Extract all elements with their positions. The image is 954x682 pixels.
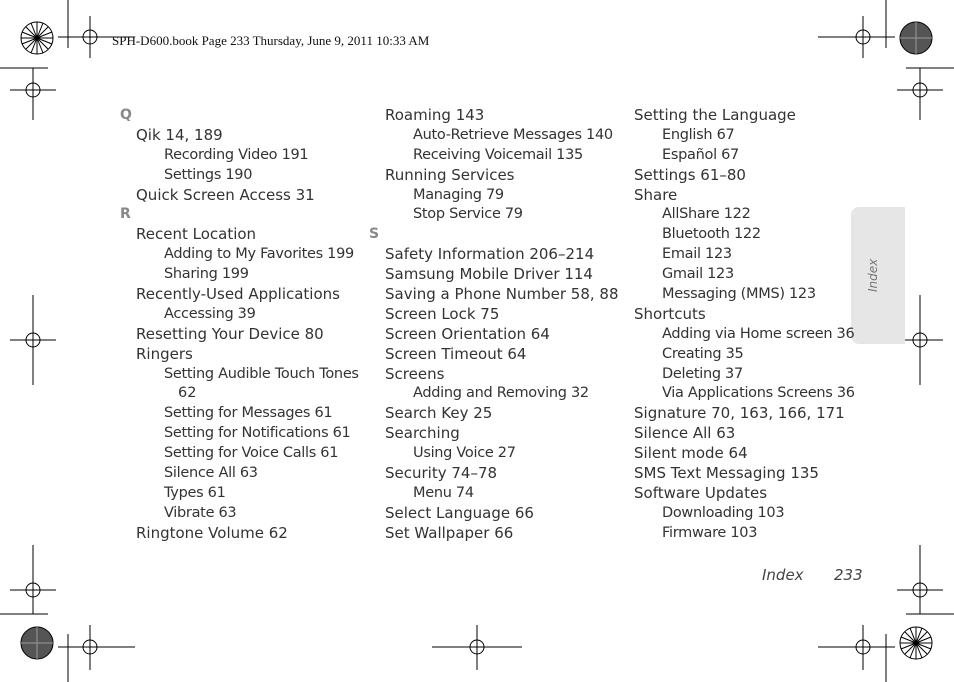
index-letter-heading: R bbox=[120, 206, 131, 223]
index-subentry: Receiving Voicemail 135 bbox=[413, 146, 583, 163]
star-target-bottom-right bbox=[900, 627, 932, 659]
index-subentry: Adding to My Favorites 199 bbox=[164, 246, 354, 263]
index-letter-heading: Q bbox=[120, 107, 132, 123]
footer-section-label: Index bbox=[762, 566, 804, 584]
index-subentry: Auto-Retrieve Messages 140 bbox=[413, 126, 613, 143]
index-entry: Search Key 25 bbox=[385, 404, 493, 423]
index-entry: Shortcuts bbox=[634, 304, 706, 323]
index-subentry: AllShare 122 bbox=[662, 206, 751, 223]
index-entry: Ringers bbox=[136, 344, 193, 363]
index-entry: Set Wallpaper 66 bbox=[385, 523, 514, 542]
index-subentry: Managing 79 bbox=[413, 186, 504, 203]
index-subentry: Using Voice 27 bbox=[413, 445, 516, 462]
index-entry: Silence All 63 bbox=[634, 424, 736, 443]
index-entry: Setting the Language bbox=[634, 106, 796, 124]
index-subentry: 62 bbox=[178, 385, 197, 402]
index-subentry: Deleting 37 bbox=[662, 365, 743, 382]
index-subentry: Types 61 bbox=[164, 484, 226, 501]
index-subentry: Menu 74 bbox=[413, 484, 474, 501]
index-subentry: English 67 bbox=[662, 126, 735, 143]
index-entry: Recently-Used Applications bbox=[136, 285, 340, 304]
index-entry: Security 74–78 bbox=[385, 464, 498, 483]
index-subentry: Firmware 103 bbox=[662, 524, 758, 541]
index-entry: Qik 14, 189 bbox=[136, 125, 223, 144]
index-entry: Roaming 143 bbox=[385, 106, 485, 124]
index-column-2 bbox=[369, 106, 618, 544]
page-number: 233 bbox=[834, 566, 863, 584]
index-column-1 bbox=[120, 106, 359, 544]
index-entry: Select Language 66 bbox=[385, 503, 534, 522]
index-side-tab-label: Index bbox=[866, 258, 880, 292]
index-entry: Safety Information 206–214 bbox=[385, 245, 595, 264]
index-entry: SMS Text Messaging 135 bbox=[634, 464, 819, 483]
index-subentry: Downloading 103 bbox=[662, 504, 785, 521]
index-subentry: Recording Video 191 bbox=[164, 146, 309, 163]
index-entry: Running Services bbox=[385, 165, 515, 184]
index-subentry: Vibrate 63 bbox=[164, 504, 237, 521]
index-entry: Software Updates bbox=[634, 483, 768, 502]
index-subentry: Setting for Notifications 61 bbox=[164, 425, 351, 442]
index-entry: Recent Location bbox=[136, 225, 257, 244]
index-subentry: Bluetooth 122 bbox=[662, 226, 761, 243]
index-subentry: Silence All 63 bbox=[164, 465, 258, 482]
gray-target-top-right bbox=[900, 22, 932, 54]
index-entry: Ringtone Volume 62 bbox=[136, 523, 288, 542]
index-subentry: Stop Service 79 bbox=[413, 206, 523, 223]
star-target-top-left bbox=[21, 22, 53, 54]
index-subentry: Setting for Voice Calls 61 bbox=[164, 445, 339, 462]
registration-mark-top-right bbox=[818, 16, 895, 58]
index-entry: Saving a Phone Number 58, 88 bbox=[385, 285, 619, 304]
index-entry: Silent mode 64 bbox=[634, 444, 748, 463]
index-entry: Searching bbox=[385, 424, 460, 443]
index-subentry: Sharing 199 bbox=[164, 266, 249, 283]
index-entry: Quick Screen Access 31 bbox=[136, 185, 315, 204]
index-entry: Resetting Your Device 80 bbox=[136, 324, 324, 343]
index-subentry: Setting Audible Touch Tones bbox=[164, 365, 359, 382]
index-entry: Share bbox=[634, 185, 678, 204]
index-entry: Samsung Mobile Driver 114 bbox=[385, 265, 593, 284]
index-subentry: Creating 35 bbox=[662, 345, 744, 362]
index-entry: Screen Lock 75 bbox=[385, 304, 500, 323]
index-letter-heading: S bbox=[369, 226, 380, 243]
index-subentry: Email 123 bbox=[662, 246, 732, 263]
index-entry: Signature 70, 163, 166, 171 bbox=[634, 404, 845, 423]
index-entry: Screen Timeout 64 bbox=[385, 344, 527, 363]
index-subentry: Via Applications Screens 36 bbox=[662, 385, 855, 402]
index-subentry: Accessing 39 bbox=[164, 305, 256, 322]
gray-target-bottom-left bbox=[21, 627, 53, 659]
index-subentry: Setting for Messages 61 bbox=[164, 405, 333, 422]
print-header: SPH-D600.book Page 233 Thursday, June 9, 2011 10:33 AM bbox=[112, 33, 430, 48]
index-entry: Settings 61–80 bbox=[634, 165, 746, 184]
index-subentry: Messaging (MMS) 123 bbox=[662, 286, 816, 303]
index-subentry: Adding via Home screen 36 bbox=[662, 325, 855, 342]
index-entry: Screens bbox=[385, 364, 445, 383]
index-subentry: Adding and Removing 32 bbox=[413, 385, 589, 402]
index-subentry: Settings 190 bbox=[164, 166, 253, 183]
index-subentry: Gmail 123 bbox=[662, 266, 734, 283]
index-subentry: Español 67 bbox=[662, 146, 739, 163]
index-entry: Screen Orientation 64 bbox=[385, 324, 550, 343]
index-column-3 bbox=[618, 106, 855, 544]
